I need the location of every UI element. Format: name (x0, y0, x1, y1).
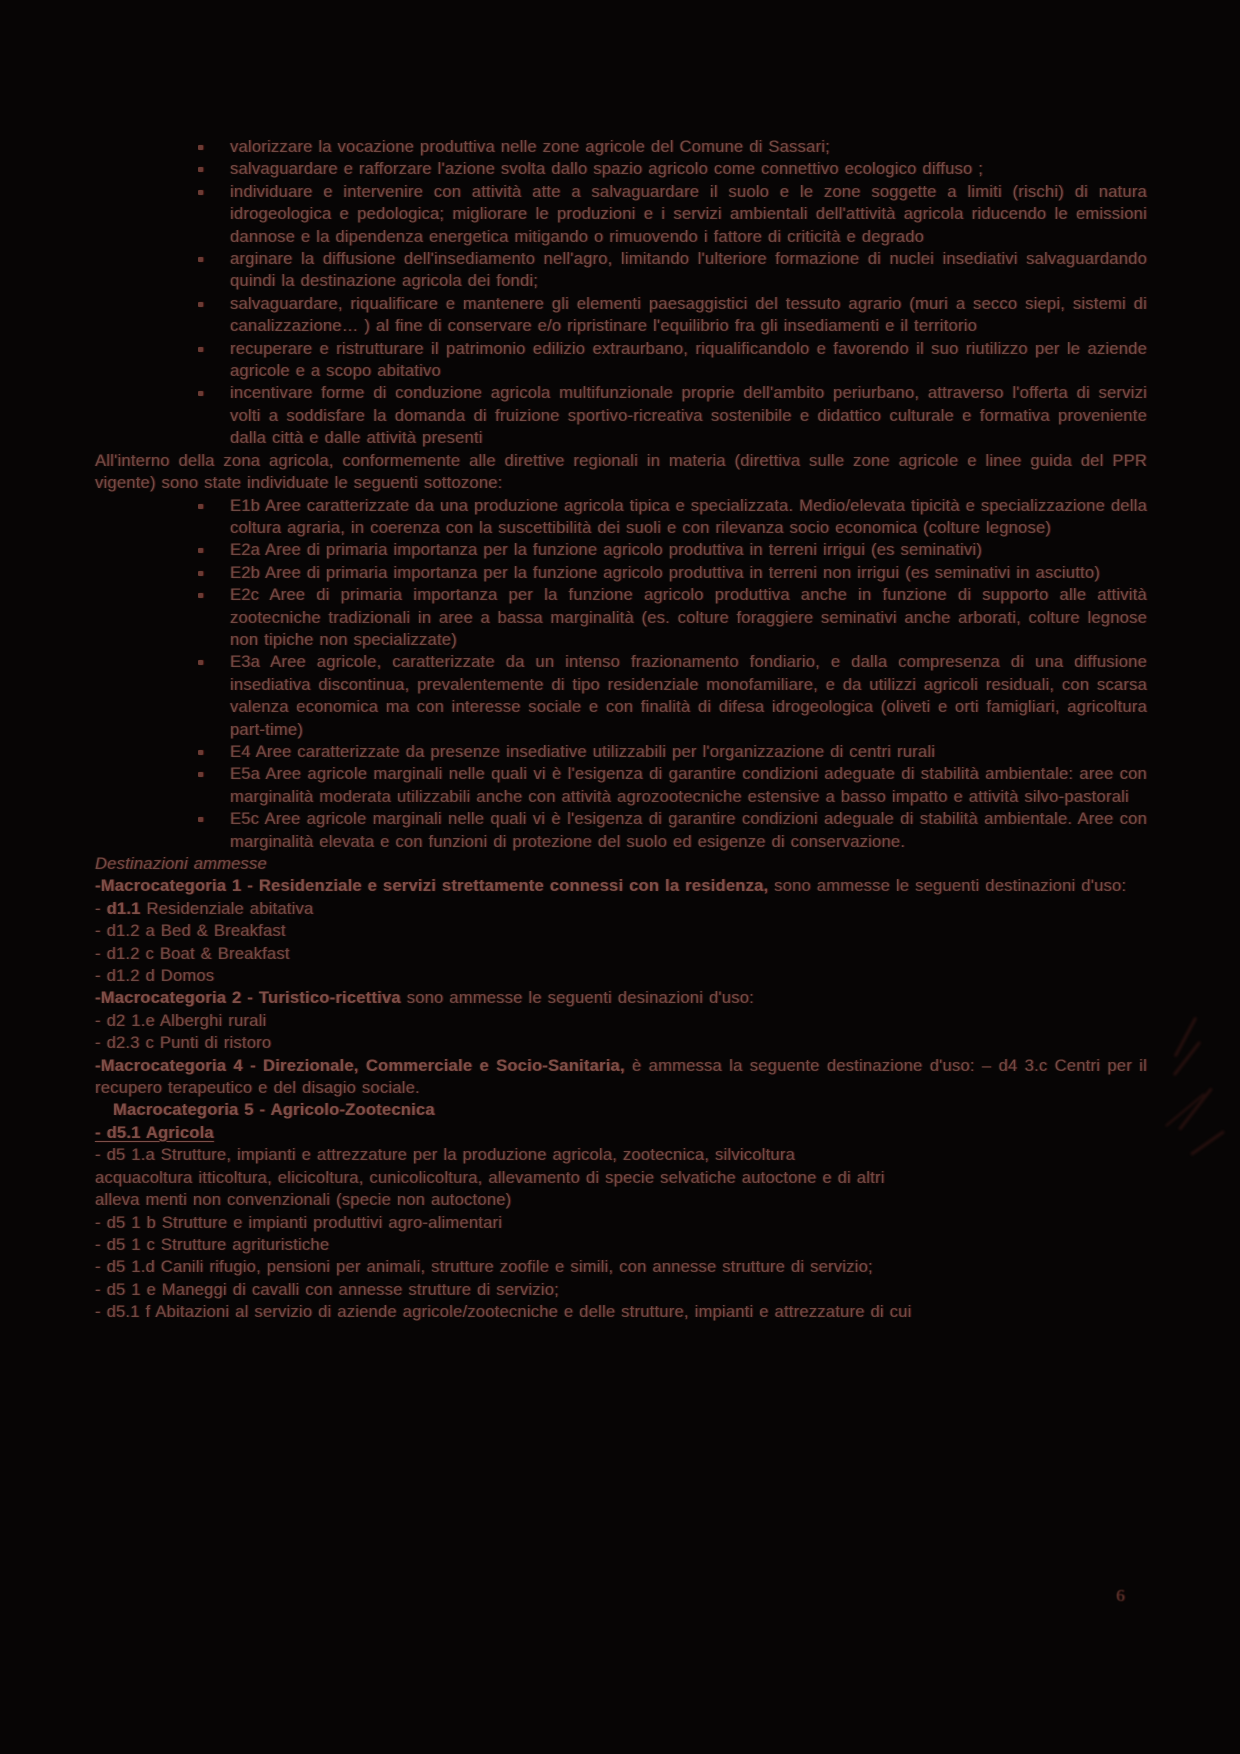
stamp-stroke (1174, 1017, 1197, 1057)
dest-text: Residenziale abitativa (140, 899, 314, 918)
macrocategoria-1-paragraph (95, 875, 1147, 897)
stamp-stroke (1165, 1093, 1205, 1127)
d5-1-agricola-title: - d5.1 Agricola (95, 1123, 214, 1142)
macrocategoria-2-text: sono ammesse le seguenti desinazioni d'uso: (400, 989, 754, 1008)
list-item: salvaguardare, riqualificare e mantenere gli elementi paesaggistici del tessuto agrario (muri a secco siepi, sistemi di canalizzazione… ) al fine di conservare e/o ripristinare l'equilibrio fra gli insediamenti e il territorio (95, 293, 1147, 338)
dest-line-d2-1e: - d2 1.e Alberghi rurali (95, 1011, 267, 1030)
dest-line-d5-1c: - d5 1 c Strutture agrituristiche (95, 1235, 330, 1254)
list-item: individuare e intervenire con attività atte a salvaguardare il suolo e le zone soggette a limiti (rischi) di natura idrogeologica e pedologica; migliorare le produzioni e i servizi ambientali dell'attività agricola riducendo le emissioni dannose e la dipendenza energetica mitigando o rimuovendo i fattore di criticità e degrado (95, 181, 1147, 248)
macrocategoria-2-line (95, 987, 1147, 1009)
macrocategoria-1-title: -Macrocategoria 1 - Residenziale e servizi strettamente connessi con la residenza, (95, 877, 769, 896)
macrocategoria-4-title: -Macrocategoria 4 - Direzionale, Commerciale e Socio-Sanitaria, (95, 1056, 625, 1075)
intro-paragraph: All'interno della zona agricola, conformemente alle direttive regionali in materia (direttiva sulle zone agricole e linee guida del PPR vigente) sono state individuate le seguenti sottozone: (95, 451, 1147, 493)
dest-line-d5-1d: - d5 1.d Canili rifugio, pensioni per animali, strutture zoofile e simili, con annesse strutture di servizio; (95, 1258, 873, 1277)
list-item: E2a Aree di primaria importanza per la funzione agricolo produttiva in terreni irrigui (es seminativi) (95, 539, 1147, 561)
dest-line-d1-2c: - d1.2 c Boat & Breakfast (95, 944, 290, 963)
macrocategoria-5-title: Macrocategoria 5 - Agricolo-Zootecnica (113, 1101, 435, 1120)
macrocategoria-5-line (95, 1099, 1147, 1121)
list-item: E4 Aree caratterizzate da presenze insediative utilizzabili per l'organizzazione di centri rurali (95, 741, 1147, 763)
dest-line-d1-2a: - d1.2 a Bed & Breakfast (95, 922, 286, 941)
dest-line-d5-1f: - d5.1 f Abitazioni al servizio di aziende agricole/zootecniche e delle strutture, impianti e attrezzature di cui (95, 1303, 912, 1322)
macrocategoria-4-text: è ammessa la seguente destinazione d'uso: – d4 3.c Centri per il recupero terapeutico e del disagio sociale. (95, 1056, 1147, 1098)
list-item: E2b Aree di primaria importanza per la funzione agricolo produttiva in terreni non irrigui (es seminativi in asciutto) (95, 562, 1147, 584)
list-item: E5a Aree agricole marginali nelle quali vi è l'esigenza di garantire condizioni adeguate di stabilità ambientale: aree con marginalità moderata utilizzabili anche con attività agrozootecniche estensive a basso impatto e attività silvo-pastorali (95, 763, 1147, 808)
dest-line-d2-3c: - d2.3 c Punti di ristoro (95, 1034, 272, 1053)
dest-line-d5-1a-cont2: alleva menti non convenzionali (specie non autoctone) (95, 1191, 512, 1210)
document-content (95, 136, 1147, 1324)
page-number: 6 (1116, 1586, 1125, 1605)
list-item: valorizzare la vocazione produttiva nelle zone agricole del Comune di Sassari; (95, 136, 1147, 158)
dest-line-d5-1a: - d5 1.a Strutture, impianti e attrezzature per la produzione agricola, zootecnica, silvicoltura (95, 1146, 796, 1165)
objectives-list (95, 136, 1147, 450)
dest-code: d1.1 (106, 899, 141, 918)
list-item: recuperare e ristrutturare il patrimonio edilizio extraurbano, riqualificandolo e favorendo il suo riutilizzo per le aziende agricole e a scopo abitativo (95, 338, 1147, 383)
list-item: E1b Aree caratterizzate da una produzione agricola tipica e specializzata. Medio/elevata tipicità e specializzazione della coltura agraria, in coerenza con la suscettibilità dei suoli e con rilevanza socio economica (colture legnose) (95, 495, 1147, 540)
stamp-stroke (1178, 1088, 1212, 1131)
list-item: arginare la diffusione dell'insediamento nell'agro, limitando l'ulteriore formazione di nuclei insediativi salvaguardando quindi la destinazione agricola dei fondi; (95, 248, 1147, 293)
destinazioni-heading: Destinazioni ammesse (95, 855, 267, 873)
dest-line-d1-2d: - d1.2 d Domos (95, 967, 215, 986)
stamp-stroke (1190, 1130, 1224, 1155)
dash-prefix: - (95, 899, 107, 918)
dest-line-d5-1 (95, 1122, 1147, 1144)
list-item: E2c Aree di primaria importanza per la funzione agricolo produttiva anche in funzione di supporto alle attività zootecniche tradizionali in aree a bassa marginalità (es. colture foraggiere seminativi anche arborati, colture legnose non tipiche non specializzate) (95, 584, 1147, 651)
dest-line-d1-1 (95, 898, 1147, 920)
macrocategoria-2-title: -Macrocategoria 2 - Turistico-ricettiva (95, 989, 401, 1008)
macrocategoria-4-paragraph (95, 1055, 1147, 1100)
list-item: incentivare forme di conduzione agricola multifunzionale proprie dell'ambito periurbano, attraverso l'offerta di servizi volti a soddisfare la domanda di fruizione sportivo-ricreativa sostenibile e didattico culturale e formativa proveniente dalla città e dalle attività presenti (95, 382, 1147, 449)
dest-line-d5-1e: - d5 1 e Maneggi di cavalli con annesse strutture di servizio; (95, 1280, 559, 1299)
list-item: E3a Aree agricole, caratterizzate da un intenso frazionamento fondiario, e dalla compresenza di una diffusione insediativa discontinua, prevalentemente di tipo residenziale monofamiliare, e da utilizzi agricoli residuali, con scarsa valenza economica ma con interesse sociale e con finalità di difesa idrogeologica (oliveti e orti famigliari, agricoltura part-time) (95, 651, 1147, 741)
subzones-list (95, 495, 1147, 854)
list-item: salvaguardare e rafforzare l'azione svolta dallo spazio agricolo come connettivo ecologico diffuso ; (95, 158, 1147, 180)
macrocategoria-1-text: sono ammesse le seguenti destinazioni d'uso: (768, 877, 1127, 896)
stamp-stroke (1173, 1041, 1201, 1076)
dest-line-d5-1a-cont1: acquacoltura itticoltura, elicicoltura, cunicolicoltura, allevamento di specie selvatiche autoctone e di altri (95, 1168, 885, 1187)
dest-line-d5-1b: - d5 1 b Strutture e impianti produttivi agro-alimentari (95, 1213, 503, 1232)
stamp-artifact (1146, 1005, 1240, 1165)
list-item: E5c Aree agricole marginali nelle quali vi è l'esigenza di garantire condizioni adeguale di stabilità ambientale. Aree con marginalità elevata e con funzioni di protezione del suolo ed esigenze di conservazione. (95, 808, 1147, 853)
